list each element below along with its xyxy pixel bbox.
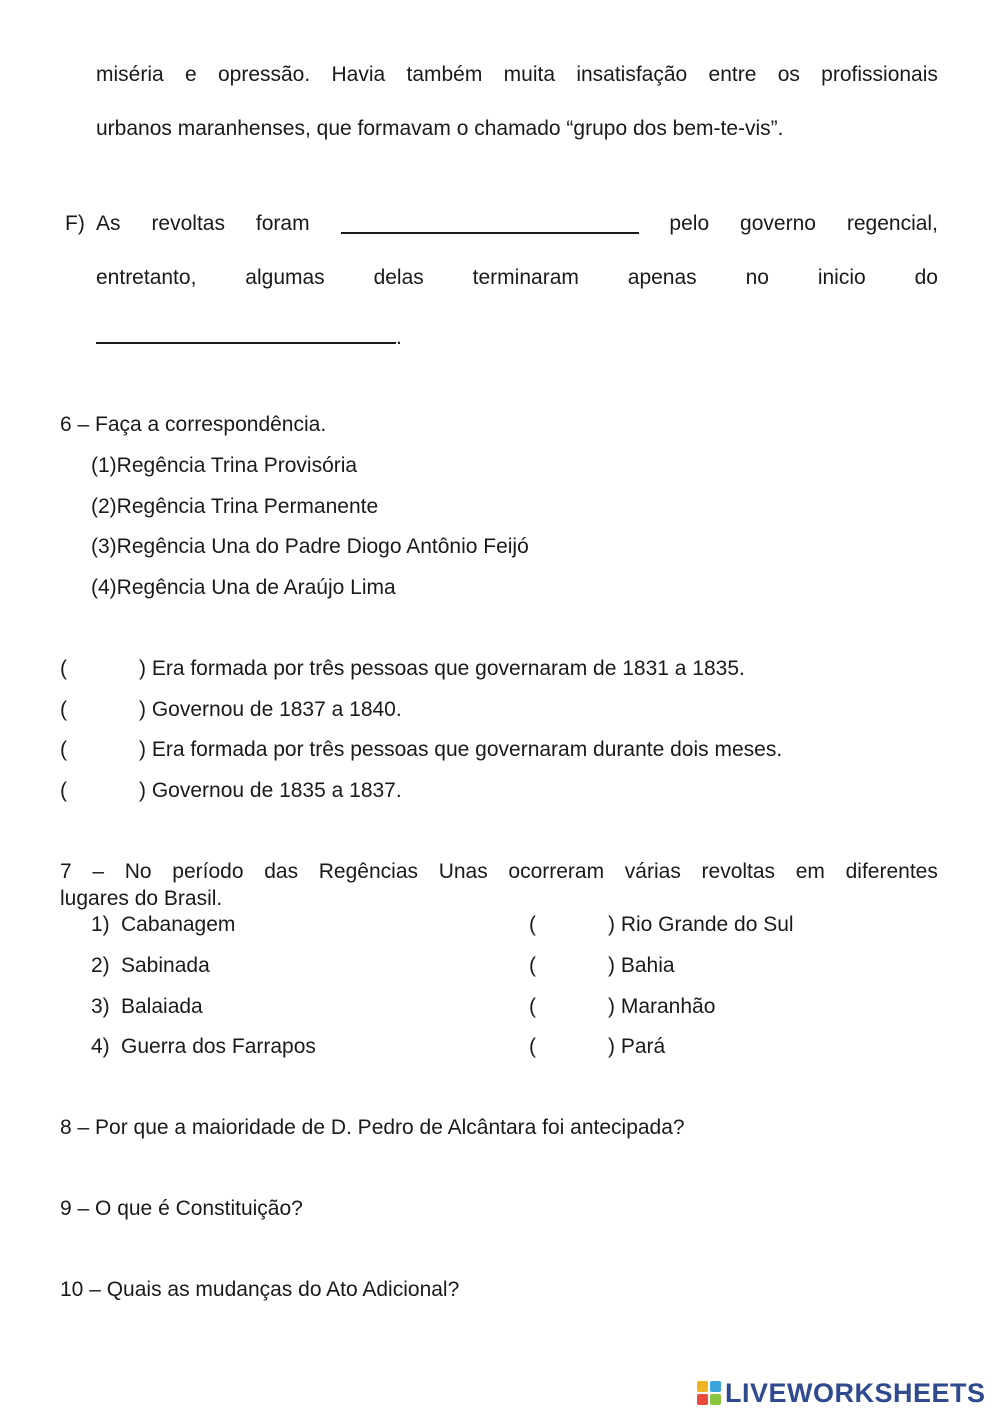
- revolt-number: 2): [91, 954, 110, 977]
- revolt-name: Balaiada: [121, 995, 203, 1018]
- paragraph-line-1: [96, 63, 938, 87]
- option-number: (3): [91, 535, 117, 558]
- revolt-number: 3): [91, 995, 110, 1018]
- word: os: [777, 63, 800, 86]
- answer-box-open[interactable]: (: [60, 657, 67, 680]
- answer-blank-1[interactable]: [341, 212, 639, 234]
- q6-option-4: [91, 576, 396, 600]
- revolt-name: Cabanagem: [121, 913, 236, 936]
- word: governo: [740, 212, 816, 235]
- word: opressão.: [217, 63, 311, 86]
- word: período: [172, 860, 244, 883]
- revolt-number: 4): [91, 1035, 110, 1058]
- mark-tile: [697, 1394, 708, 1405]
- word: das: [264, 860, 299, 883]
- answer-statement: ) Era formada por três pessoas que governaram de 1831 a 1835.: [139, 657, 745, 680]
- question-7-title-line-2: lugares do Brasil.: [60, 887, 223, 910]
- word: Unas: [438, 860, 488, 883]
- item-f-line-3: [96, 322, 402, 350]
- word: 7: [60, 860, 72, 883]
- period: .: [396, 326, 402, 349]
- option-number: (4): [91, 576, 117, 599]
- word: no: [745, 266, 769, 289]
- question-6-title: 6 – Faça a correspondência.: [60, 413, 327, 436]
- word: Havia: [331, 63, 386, 86]
- mark-tile: [710, 1394, 721, 1405]
- option-number: (2): [91, 495, 117, 518]
- word: miséria: [96, 63, 164, 86]
- mark-tile: [710, 1381, 721, 1392]
- word: foram: [255, 212, 310, 235]
- word: entretanto,: [96, 266, 197, 289]
- word: várias: [624, 860, 681, 883]
- q6-option-3: [91, 535, 529, 559]
- item-f-line-1: [96, 212, 938, 236]
- word: regencial,: [846, 212, 938, 235]
- revolt-name: Guerra dos Farrapos: [121, 1035, 316, 1058]
- word: No: [124, 860, 152, 883]
- option-label: Regência Trina Provisória: [116, 454, 358, 477]
- word: do: [914, 266, 938, 289]
- word: –: [92, 860, 105, 883]
- answer-box-open[interactable]: (: [529, 995, 536, 1018]
- liveworksheets-logo: [697, 1377, 986, 1408]
- word: diferentes: [845, 860, 938, 883]
- revolt-name: Sabinada: [121, 954, 210, 977]
- word: em: [795, 860, 825, 883]
- option-label: Regência Una de Araújo Lima: [116, 576, 396, 599]
- answer-box-open[interactable]: (: [60, 698, 67, 721]
- logo-text: LIVEWORKSHEETS: [725, 1377, 986, 1408]
- word: Regências: [318, 860, 418, 883]
- word: terminaram: [472, 266, 579, 289]
- place-name: ) Bahia: [608, 954, 675, 977]
- word: insatisfação: [576, 63, 688, 86]
- answer-box-open[interactable]: (: [529, 1035, 536, 1058]
- word: algumas: [245, 266, 325, 289]
- item-f-line-2: [96, 266, 938, 290]
- place-name: ) Pará: [608, 1035, 666, 1058]
- item-f-marker: F): [65, 212, 85, 235]
- place-name: ) Maranhão: [608, 995, 716, 1018]
- question-10: 10 – Quais as mudanças do Ato Adicional?: [60, 1278, 460, 1301]
- word: muita: [503, 63, 556, 86]
- word: ocorreram: [508, 860, 605, 883]
- place-name: ) Rio Grande do Sul: [608, 913, 794, 936]
- answer-box-open[interactable]: (: [529, 954, 536, 977]
- question-7-title-line-1: [60, 860, 938, 884]
- answer-box-open[interactable]: (: [60, 779, 67, 802]
- answer-statement: ) Era formada por três pessoas que governaram durante dois meses.: [139, 738, 783, 761]
- option-label: Regência Trina Permanente: [116, 495, 379, 518]
- answer-box-open[interactable]: (: [529, 913, 536, 936]
- mark-tile: [697, 1381, 708, 1392]
- option-number: (1): [91, 454, 117, 477]
- word: pelo: [669, 212, 710, 235]
- word: revoltas: [701, 860, 776, 883]
- word: profissionais: [821, 63, 938, 86]
- paragraph-line-2: urbanos maranhenses, que formavam o chamado “grupo dos bem-te-vis”.: [96, 117, 784, 140]
- revolt-number: 1): [91, 913, 110, 936]
- liveworksheets-mark-icon: [697, 1381, 721, 1405]
- q6-option-1: [91, 454, 357, 478]
- word: inicio: [817, 266, 866, 289]
- answer-statement: ) Governou de 1837 a 1840.: [139, 698, 402, 721]
- answer-blank-2[interactable]: [96, 322, 396, 344]
- answer-box-open[interactable]: (: [60, 738, 67, 761]
- question-9: 9 – O que é Constituição?: [60, 1197, 303, 1220]
- option-label: Regência Una do Padre Diogo Antônio Feijó: [116, 535, 529, 558]
- q6-option-2: [91, 495, 378, 519]
- word: As: [96, 212, 121, 235]
- word: revoltas: [151, 212, 225, 235]
- answer-statement: ) Governou de 1835 a 1837.: [139, 779, 402, 802]
- question-8: 8 – Por que a maioridade de D. Pedro de Alcântara foi antecipada?: [60, 1116, 685, 1139]
- word: e: [184, 63, 197, 86]
- word: delas: [373, 266, 424, 289]
- word: também: [406, 63, 483, 86]
- word: entre: [708, 63, 757, 86]
- word: apenas: [627, 266, 697, 289]
